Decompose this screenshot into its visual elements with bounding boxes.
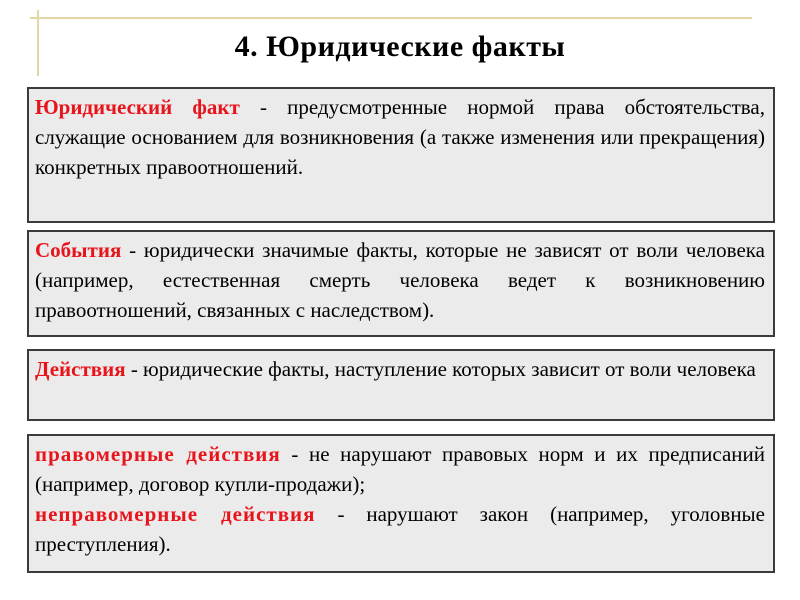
- definition-paragraph: [35, 235, 765, 325]
- slide-title: 4. Юридические факты: [234, 30, 566, 63]
- term-events: События: [35, 238, 122, 262]
- definition-box-lawful-unlawful: [27, 434, 775, 573]
- definition-paragraph-lawful: [35, 439, 765, 499]
- term-lawful-actions: правомерные действия: [35, 442, 281, 466]
- term-actions: Действия: [35, 357, 126, 381]
- definition-paragraph: [35, 92, 765, 182]
- definition-text: - юридически значимые факты, которые не зависят от воли человека (например, естественная смерть человека ведет к возникновению правоотношений, связанных с наследством).: [35, 238, 765, 322]
- definition-text: - нарушают закон (например, уголовные преступления).: [35, 502, 765, 556]
- definition-paragraph-unlawful: [35, 499, 765, 559]
- definition-text: - предусмотренные нормой права обстоятельства, служащие основанием для возникновения (а также изменения или прекращения) конкретных правоотношений.: [35, 95, 765, 179]
- definition-text: - не нарушают правовых норм и их предписаний (например, договор купли-продажи);: [35, 442, 766, 496]
- definition-paragraph: [35, 354, 765, 384]
- definition-box-events: [27, 230, 775, 337]
- definition-box-actions: [27, 349, 775, 421]
- term-unlawful-actions: неправомерные действия: [35, 502, 316, 526]
- term-legal-fact: Юридический факт: [35, 95, 240, 119]
- definition-text: - юридические факты, наступление которых зависит от воли человека: [125, 357, 756, 381]
- definition-box-legal-fact: [27, 87, 775, 223]
- decorative-top-line: [30, 17, 752, 19]
